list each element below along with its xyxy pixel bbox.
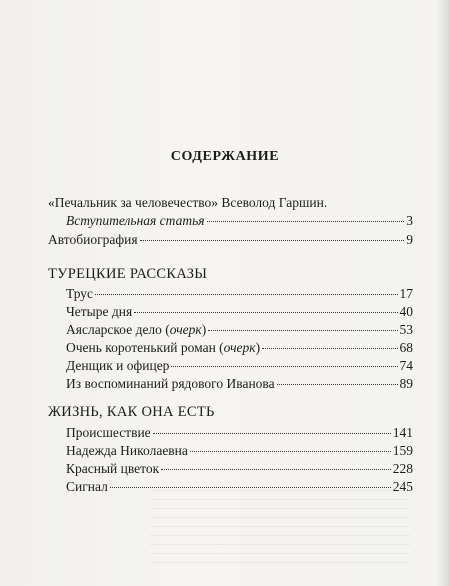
toc-entry [66, 442, 413, 460]
intro-article-row [66, 212, 413, 230]
entry-title-close: ) [255, 340, 261, 355]
toc-entry [66, 478, 413, 496]
toc-entry [66, 460, 413, 478]
entry-page: 141 [392, 425, 413, 440]
entry-page: 245 [392, 479, 413, 494]
entry-page: 89 [399, 376, 413, 391]
page-spine-shadow [436, 0, 450, 586]
intro-article-label: Вступительная статья [66, 213, 205, 228]
entry-page: 40 [399, 304, 413, 319]
entry-page: 74 [399, 358, 413, 373]
intro-article-page: 3 [406, 213, 413, 228]
bleed-through-text [150, 490, 410, 570]
leader-dots [110, 487, 391, 488]
leader-dots [161, 469, 391, 470]
leader-dots [171, 366, 397, 367]
entry-title-text: Аясларское дело ( [66, 322, 170, 337]
entry-title: Красный цветок [66, 461, 160, 476]
toc-entry [66, 339, 413, 357]
entry-title: Из воспоминаний рядового Иванова [66, 376, 275, 391]
entry-title: Сигнал [66, 479, 108, 494]
autobiography-label: Автобиография [48, 232, 138, 247]
contents-heading: СОДЕРЖАНИЕ [170, 149, 280, 164]
entry-title: Четыре дня [66, 304, 133, 319]
entry-title: Денщик и офицер [66, 358, 170, 373]
leader-dots [140, 240, 405, 241]
leader-dots [134, 312, 397, 313]
leader-dots [207, 221, 405, 222]
entry-page: 53 [399, 322, 413, 337]
entry-title-text: Очень коротенький роман ( [66, 340, 224, 355]
entry-title: Надежда Николаевна [66, 443, 188, 458]
entry-note: очерк [223, 340, 256, 355]
toc-entry [66, 357, 413, 375]
section-title: ТУРЕЦКИЕ РАССКАЗЫ [48, 266, 208, 282]
entry-title: Трус [66, 286, 94, 301]
intro-title: «Печальник за человечество» Всеволод Гаршин. [48, 195, 328, 210]
entry-page: 68 [399, 340, 413, 355]
section-title: ЖИЗНЬ, КАК ОНА ЕСТЬ [48, 404, 215, 420]
autobiography-page: 9 [406, 232, 413, 247]
leader-dots [95, 294, 397, 295]
toc-entry [66, 321, 413, 339]
toc-entry [66, 285, 413, 303]
entry-page: 228 [392, 461, 413, 476]
autobiography-row [48, 231, 413, 249]
entry-note: очерк [169, 322, 202, 337]
entry-page: 159 [392, 443, 413, 458]
entry-page: 17 [399, 286, 413, 301]
leader-dots [208, 330, 397, 331]
entry-title: Происшествие [66, 425, 151, 440]
entry-title [66, 339, 260, 357]
leader-dots [190, 451, 391, 452]
entry-title-close: ) [201, 322, 207, 337]
leader-dots [153, 433, 391, 434]
leader-dots [262, 348, 397, 349]
toc-entry [66, 424, 413, 442]
entry-title [66, 321, 206, 339]
leader-dots [277, 384, 398, 385]
toc-entry [66, 375, 413, 393]
toc-entry [66, 303, 413, 321]
